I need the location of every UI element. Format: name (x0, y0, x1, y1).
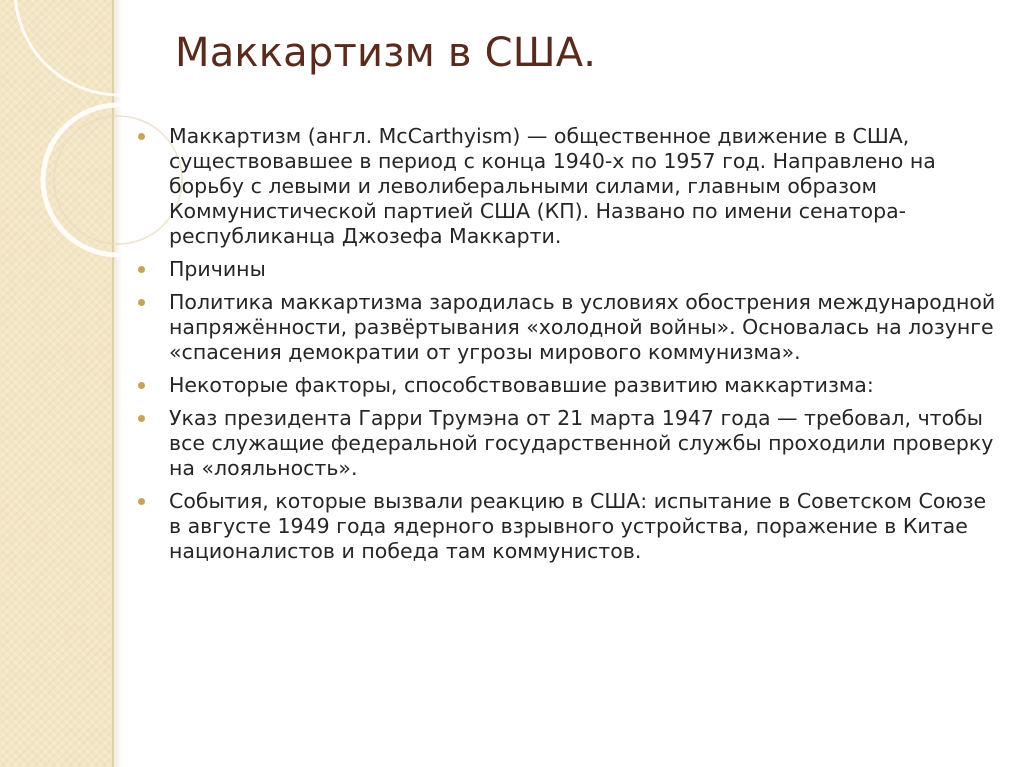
bullet-item (138, 290, 998, 365)
bullet-dot-icon (138, 299, 145, 306)
bullet-item (138, 257, 998, 282)
bullet-dot-icon (138, 498, 145, 505)
bullet-text: Указ президента Гарри Трумэна от 21 марта 1947 года — требовал, чтобы все служащие федеральной государственной службы проходили проверку на «лояльность». (169, 406, 994, 480)
bullet-dot-icon (138, 133, 145, 140)
bullet-dot-icon (138, 382, 145, 389)
bullet-list (138, 124, 998, 572)
bullet-text: События, которые вызвали реакцию в США: испытание в Советском Союзе в августе 1949 года ядерного взрывного устройства, поражение в Китае националистов и победа там коммунистов. (169, 489, 987, 563)
bullet-item (138, 489, 998, 564)
bullet-text: Политика маккартизма зародилась в условиях обострения международной напряжённости, развёртывания «холодной войны». Основалась на лозунге «спасения демократии от угрозы мирового коммунизма». (169, 290, 996, 364)
bullet-text: Маккартизм (англ. McCarthyism) — общественное движение в США, существовавшее в период с конца 1940-х по 1957 год. Направлено на борьбу с левыми и леволиберальными силами, главным образом Коммунистической партией США (КП). Названо по имени сенатора-республиканца Джозефа Маккарти. (169, 124, 936, 248)
bullet-dot-icon (138, 266, 145, 273)
bullet-item (138, 406, 998, 481)
bullet-item (138, 124, 998, 249)
bullet-item (138, 373, 998, 398)
bullet-text: Некоторые факторы, способствовавшие развитию маккартизма: (169, 373, 874, 397)
bullet-dot-icon (138, 415, 145, 422)
bullet-text: Причины (169, 257, 266, 281)
slide-title: Маккартизм в США. (175, 30, 597, 76)
